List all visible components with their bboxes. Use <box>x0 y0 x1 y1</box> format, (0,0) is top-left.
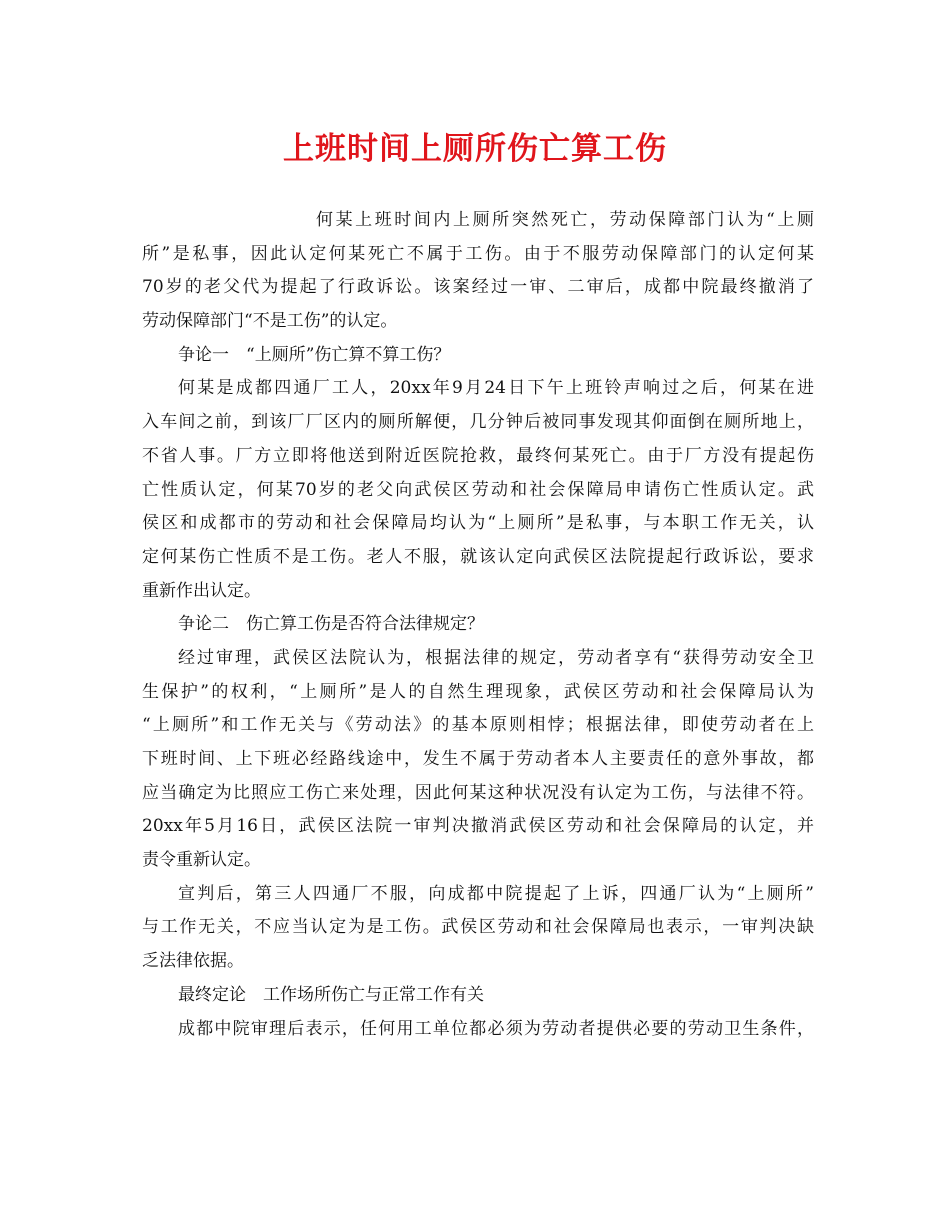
text-line: 宣判后，第三人四通厂不服，向成都中院提起了上诉，四通厂认为“上厕所” <box>178 883 814 904</box>
text-line: 下班时间、上下班必经路线途中，发生不属于劳动者本人主要责任的意外事故，都 <box>142 749 814 769</box>
text-line: 经过审理，武侯区法院认为，根据法律的规定，劳动者享有“获得劳动安全卫 <box>178 647 814 668</box>
section-heading: 争论一 “上厕所”伤亡算不算工伤？ <box>178 344 451 365</box>
section-heading: 争论二 伤亡算工伤是否符合法律规定？ <box>178 614 484 635</box>
text-line: 20xx年5月16日，武侯区法院一审判决撤消武侯区劳动和社会保障局的认定，并 <box>142 816 814 837</box>
text-line: 重新作出认定。 <box>142 580 261 601</box>
text-line: 成都中院审理后表示，任何用工单位都必须为劳动者提供必要的劳动卫生条件， <box>178 1018 814 1039</box>
text-line: 何某是成都四通厂工人，20xx年9月24日下午上班铃声响过之后，何某在进 <box>178 378 814 399</box>
text-line: 劳动保障部门“不是工伤”的认定。 <box>142 311 398 332</box>
text-line: 70岁的老父代为提起了行政诉讼。该案经过一审、二审后，成都中院最终撤消了 <box>142 277 814 298</box>
text-line: 亡性质认定，何某70岁的老父向武侯区劳动和社会保障局申请伤亡性质认定。武 <box>142 479 814 500</box>
text-line: 责令重新认定。 <box>142 850 261 871</box>
section-heading: 最终定论 工作场所伤亡与正常工作有关 <box>178 984 484 1005</box>
text-line: 定何某伤亡性质不是工伤。老人不服，就该认定向武侯区法院提起行政诉讼，要求 <box>142 546 814 567</box>
text-line: 与工作无关，不应当认定为是工伤。武侯区劳动和社会保障局也表示，一审判决缺 <box>142 917 814 938</box>
text-line: 乏法律依据。 <box>142 951 244 972</box>
text-line: 侯区和成都市的劳动和社会保障局均认为“上厕所”是私事，与本职工作无关，认 <box>142 513 814 534</box>
text-line: 所”是私事，因此认定何某死亡不属于工伤。由于不服劳动保障部门的认定何某 <box>142 243 814 264</box>
document-body <box>142 204 814 1046</box>
text-line: 生保护”的权利，“上厕所”是人的自然生理现象，武侯区劳动和社会保障局认为 <box>142 681 814 702</box>
text-line: 应当确定为比照应工伤亡来处理，因此何某这种状况没有认定为工伤，与法律不符。 <box>142 782 814 803</box>
text-line: 入车间之前，到该厂厂区内的厕所解便，几分钟后被同事发现其仰面倒在厕所地上， <box>142 412 814 433</box>
text-line: “上厕所”和工作无关与《劳动法》的基本原则相悖；根据法律，即使劳动者在上 <box>142 715 814 736</box>
document-title: 上班时间上厕所伤亡算工伤 <box>283 131 667 167</box>
text-line: 何某上班时间内上厕所突然死亡，劳动保障部门认为“上厕 <box>316 210 814 230</box>
text-line: 不省人事。厂方立即将他送到附近医院抢救，最终何某死亡。由于厂方没有提起伤 <box>142 445 814 466</box>
